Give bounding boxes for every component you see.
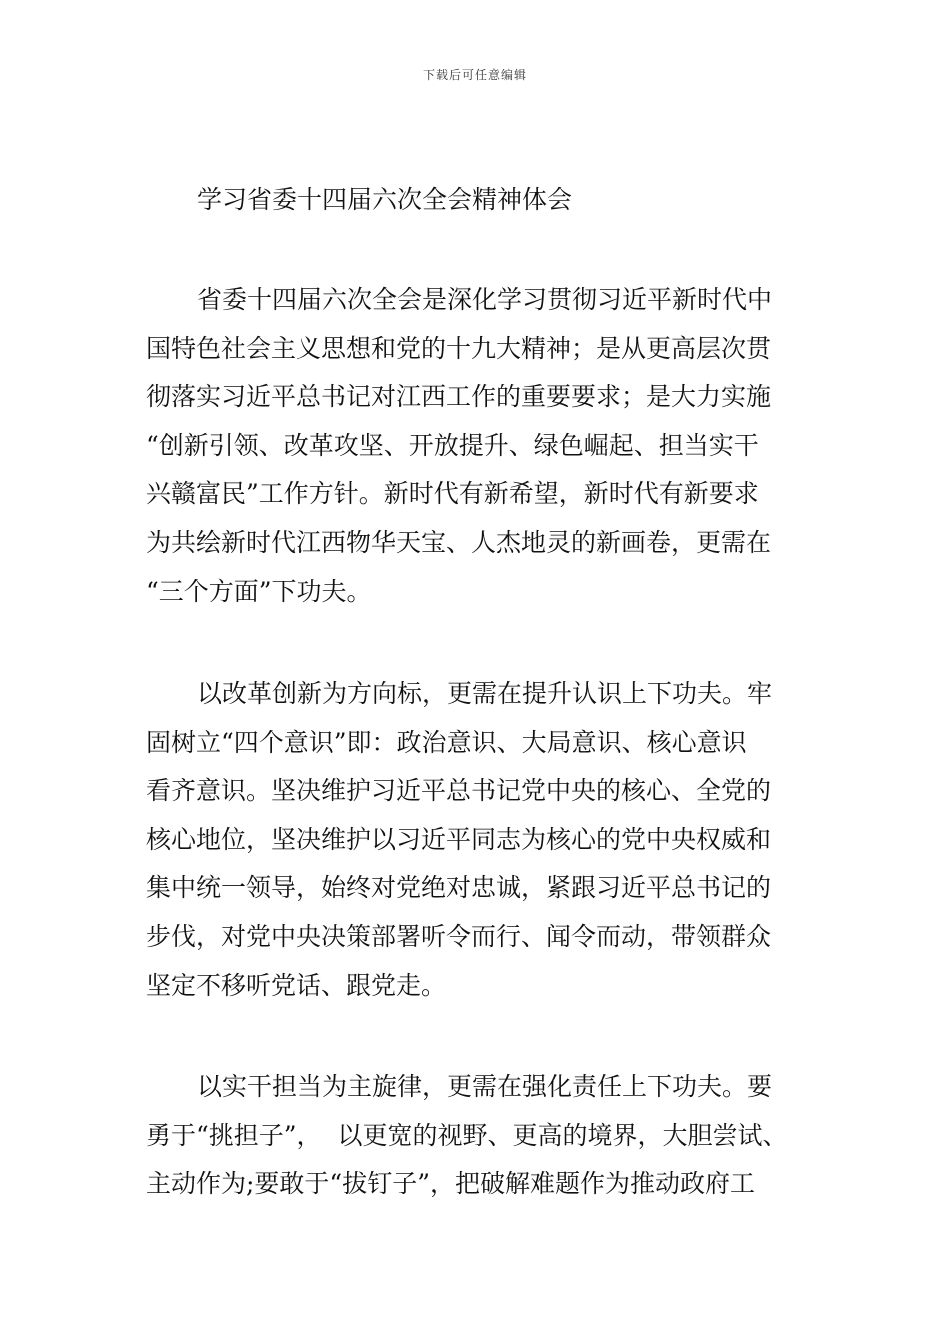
paragraph-line: “三个方面”下功夫。: [146, 576, 372, 606]
paragraph-line: 以改革创新为方向标，更需在提升认识上下功夫。牢: [197, 679, 773, 708]
paragraph-line: 为共绘新时代江西物华天宝、人杰地灵的新画卷，更需在: [146, 527, 772, 557]
paragraph-line: 核心地位，坚决维护以习近平同志为核心的党中央权威和: [146, 824, 772, 854]
paragraph-line: 看齐意识。坚决维护习近平总书记党中央的核心、全党的: [146, 776, 772, 806]
paragraph-line: 以实干担当为主旋律，更需在强化责任上下功夫。要: [197, 1072, 773, 1101]
paragraph-1: [146, 276, 836, 616]
document-title: 学习省委十四届六次全会精神体会: [197, 185, 573, 214]
paragraph-line: 集中统一领导，始终对党绝对忠诚，紧跟习近平总书记的: [146, 873, 772, 903]
paragraph-3: [146, 1063, 836, 1209]
paragraph-line: 省委十四届六次全会是深化学习贯彻习近平新时代中: [197, 285, 773, 314]
paragraph-line: 国特色社会主义思想和党的十九大精神；是从更高层次贯: [146, 333, 772, 363]
paragraph-line: 固树立“四个意识”即：政治意识、大局意识、核心意识: [146, 727, 747, 757]
paragraph-line: 彻落实习近平总书记对江西工作的重要要求；是大力实施: [146, 382, 772, 412]
paragraph-line: 步伐，对党中央决策部署听令而行、闻令而动，带领群众: [146, 921, 772, 951]
paragraph-2: [146, 670, 836, 1010]
paragraph-line: 坚定不移听党话、跟党走。: [146, 970, 447, 1000]
paragraph-line: 兴赣富民”工作方针。新时代有新希望，新时代有新要求: [146, 479, 759, 509]
paragraph-line: 主动作为;要敢于“拔钉子”，把破解难题作为推动政府工: [146, 1169, 755, 1199]
page-header-note: 下载后可任意编辑: [422, 68, 527, 82]
paragraph-line: “创新引领、改革攻坚、开放提升、绿色崛起、担当实干: [146, 430, 759, 460]
paragraph-line: 勇于“挑担子”， 以更宽的视野、更高的境界，大胆尝试、: [146, 1120, 788, 1150]
